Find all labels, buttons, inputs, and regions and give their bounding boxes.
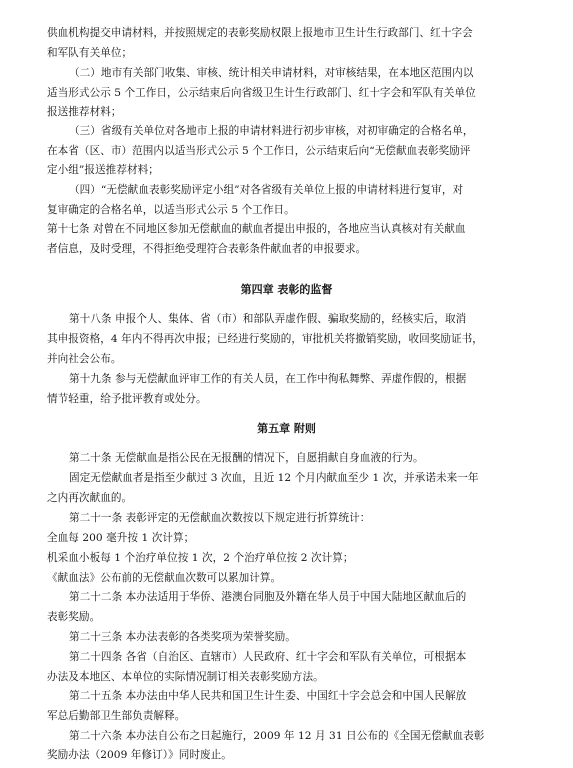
text-line: 者信息，及时受理，不得拒绝受理符合表彰条件献血者的申报要求。	[47, 243, 367, 255]
text-line: 情节轻重，给予批评教育或处分。	[47, 393, 207, 405]
text-line: 机采血小板每 1 个治疗单位按 1 次，2 个治疗单位按 2 次计算；	[47, 552, 354, 564]
text-line: 和军队有关单位；	[47, 47, 133, 59]
text-line: 在本省（区、市）范围内以适当形式公示 5 个工作日，公示结束后向“无偿献血表彰奖励评	[47, 145, 471, 157]
text-line: 报送推荐材料；	[47, 106, 122, 118]
text-line: 第二十二条 本办法适用于华侨、港澳台同胞及外籍在华人员于中国大陆地区献血后的	[69, 591, 467, 603]
chapter-heading: 第五章 附则	[257, 422, 316, 435]
text-line: 适当形式公示 5 个工作日，公示结束后向省级卫生计生行政部门、红十字会和军队有关单位	[47, 87, 476, 99]
text-line: 第十九条 参与无偿献血评审工作的有关人员，在工作中徇私舞弊、弄虚作假的，根据	[69, 373, 467, 385]
text-line: 第十七条 对曾在不同地区参加无偿献血的献血者提出申报的，各地应当认真核对有关献血	[47, 223, 466, 235]
text-line: 第二十三条 本办法表彰的各类奖项为荣誉奖励。	[69, 631, 296, 643]
text-line: 军总后勤部卫生部负责解释。	[47, 710, 186, 722]
text-line: 定小组”报送推荐材料；	[47, 164, 159, 176]
text-line: 办法及本地区、本单位的实际情况制订相关表彰奖励方法。	[47, 671, 324, 683]
text-line: 《献血法》公布前的无偿献血次数可以累加计算。	[47, 572, 282, 584]
text-line: 复审确定的合格名单，以适当形式公示 5 个工作日。	[47, 204, 295, 216]
text-line: 供血机构提交申请材料，并按照规定的表彰奖励权限上报地市卫生计生行政部门、红十字会	[47, 27, 473, 39]
text-line: 固定无偿献血者是指至少献过 3 次血，且近 12 个月内献血至少 1 次，并承诺未来一年	[69, 472, 479, 484]
chapter-heading: 第四章 表彰的监督	[240, 283, 333, 296]
text-line: 其申报资格，4 年内不得再次申报；已经进行奖励的，审批机关将撤销奖励，收回奖励证书，	[47, 333, 483, 345]
text-line: 第十八条 申报个人、集体、省（市）和部队弄虚作假、骗取奖励的，经核实后，取消	[69, 313, 467, 325]
text-line: 并向社会公布。	[47, 353, 122, 365]
text-line: （二）地市有关部门收集、审核、统计相关申请材料，对审核结果，在本地区范围内以	[69, 67, 474, 79]
text-line: 奖励办法（2009 年修订）》同时废止。	[47, 749, 232, 761]
text-line: 第二十五条 本办法由中华人民共和国卫生计生委、中国红十字会总会和中国人民解放	[69, 690, 467, 702]
text-line: 表彰奖励。	[47, 611, 101, 623]
text-line: 第二十四条 各省（自治区、直辖市）人民政府、红十字会和军队有关单位，可根据本	[69, 651, 467, 663]
text-line: （三）省级有关单位对各地市上报的申请材料进行初步审核，对初审确定的合格名单，	[69, 125, 474, 137]
text-line: 第二十条 无偿献血是指公民在无报酬的情况下，自愿捐献自身血液的行为。	[69, 452, 424, 464]
text-line: 全血每 200 毫升按 1 次计算；	[47, 532, 195, 544]
text-line: 第二十一条 表彰评定的无偿献血次数按以下规定进行折算统计：	[69, 512, 371, 524]
text-line: 第二十六条 本办法自公布之日起施行，2009 年 12 月 31 日公布的《全国无偿献血表彰	[69, 730, 485, 742]
text-line: 之内再次献血的。	[47, 492, 133, 504]
text-line: （四）“无偿献血表彰奖励评定小组”对各省级有关单位上报的申请材料进行复审，对	[69, 184, 464, 196]
